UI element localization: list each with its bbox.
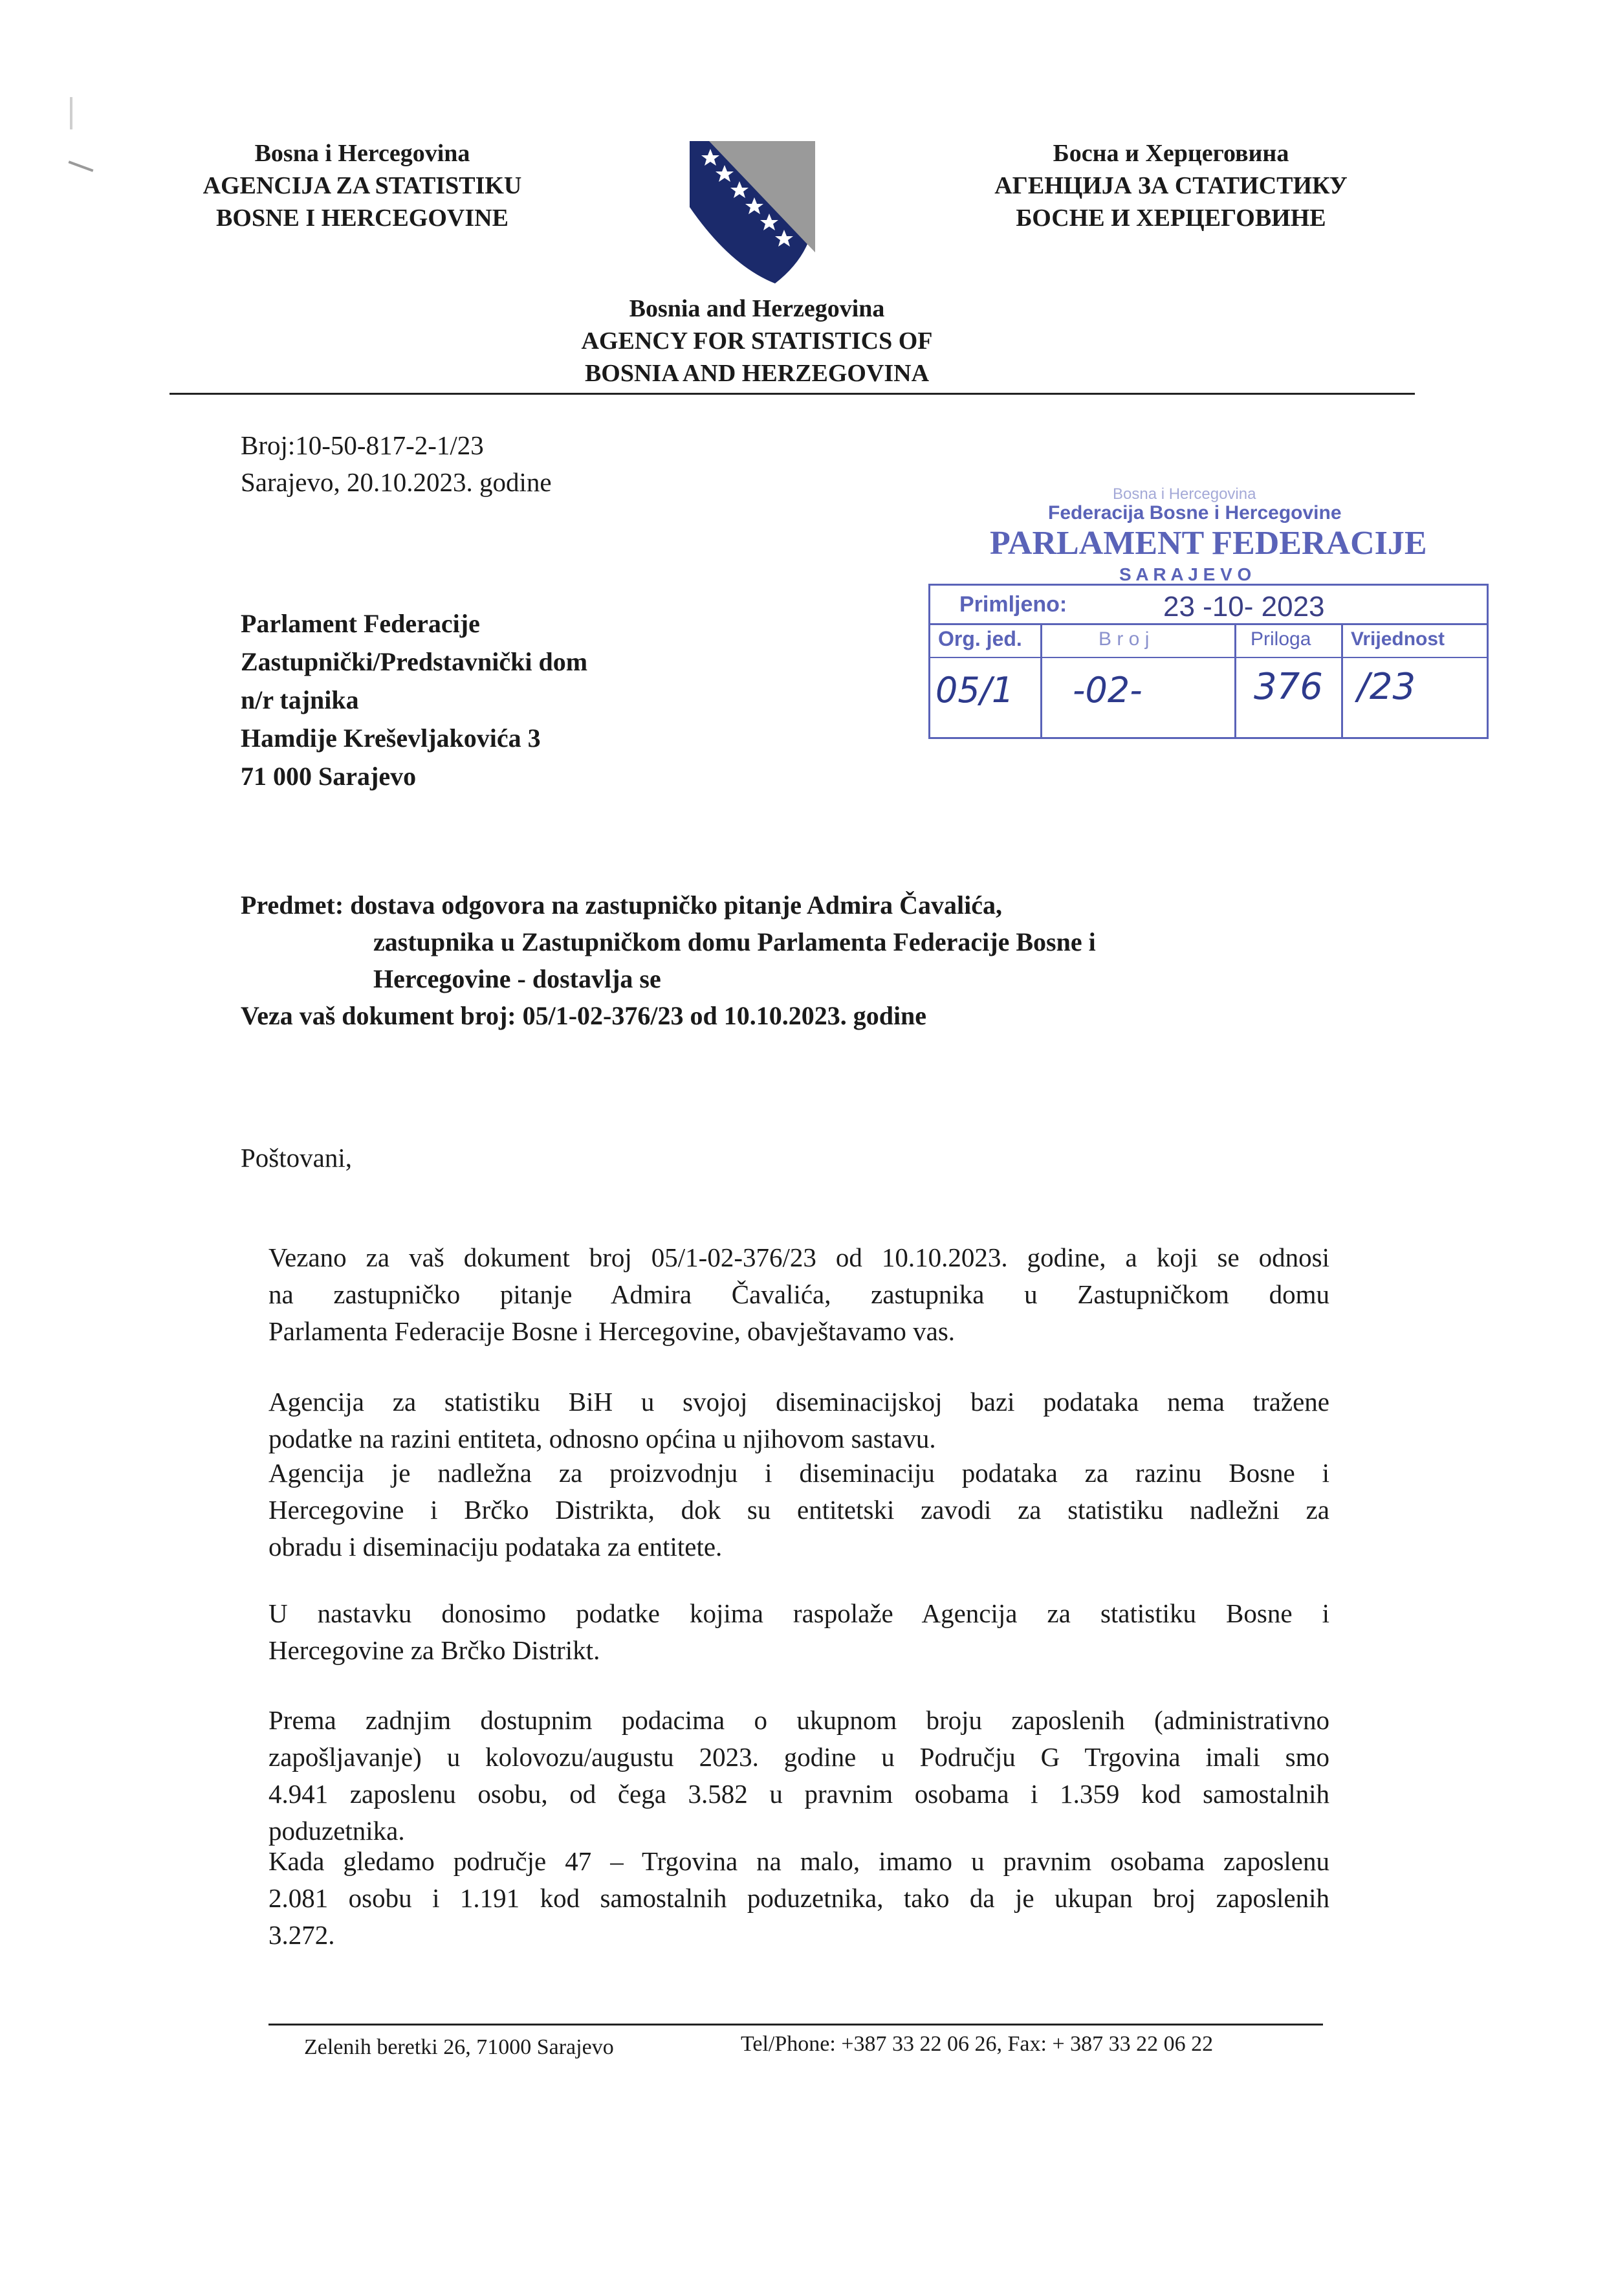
paragraph-line: obradu i diseminaciju podataka za entitete.: [268, 1532, 723, 1562]
paragraph-line: poduzetnika.: [268, 1816, 405, 1846]
recipient-line: n/r tajnika: [241, 685, 359, 714]
stamp-val-priloga: 376: [1254, 666, 1323, 708]
coat-of-arms-icon: [684, 136, 820, 285]
stamp-title: PARLAMENT FEDERACIJE: [990, 525, 1427, 562]
subject-line: Hercegovine - dostavlja se: [373, 964, 661, 993]
paragraph-line: Hercegovine za Brčko Distrikt.: [268, 1635, 600, 1665]
subject-line: zastupnika u Zastupničkom domu Parlamenta Federacije Bosne i: [373, 927, 1096, 956]
body-paragraph: [268, 1843, 1329, 1954]
body-paragraph: [268, 1595, 1329, 1669]
header-center: [556, 293, 957, 390]
header-right: [983, 137, 1359, 234]
body-paragraph: [268, 1702, 1329, 1849]
header-center-line: BOSNIA AND HERZEGOVINA: [584, 360, 930, 387]
stamp-val-org: 05/1: [935, 670, 1014, 711]
stamp-col-priloga: Priloga: [1251, 628, 1311, 650]
paragraph-line: Hercegovine i Brčko Distrikta, dok su entitetski zavodi za statistiku nadležni za: [268, 1495, 1329, 1525]
stamp-line2: Federacija Bosne i Hercegovine: [1048, 502, 1342, 524]
recipient-line: Parlament Federacije: [241, 609, 480, 638]
stamp-line1: Bosna i Hercegovina: [1113, 485, 1256, 503]
subject-line: dostava odgovora na zastupničko pitanje Admira Čavalića,: [350, 890, 1003, 920]
recipient-line: Hamdije Kreševljakovića 3: [241, 723, 541, 753]
stamp-received-date: 23 -10- 2023: [1163, 591, 1325, 623]
body-paragraph: [268, 1455, 1329, 1565]
paragraph-line: Vezano za vaš dokument broj 05/1-02-376/23 od 10.10.2023. godine, a koji se odnosi: [268, 1242, 1329, 1272]
header-right-line: БОСНЕ И ХЕРЦЕГОВИНЕ: [1016, 204, 1326, 232]
paragraph-line: Kada gledamo područje 47 – Trgovina na malo, imamo u pravnim osobama zaposlenu: [268, 1846, 1329, 1876]
header-right-line: АГЕНЦИЈА ЗА СТАТИСТИКУ: [994, 172, 1348, 199]
body-paragraph: [268, 1239, 1329, 1350]
footer-contact: Tel/Phone: +387 33 22 06 26, Fax: + 387 33 22 06 22: [741, 2032, 1214, 2056]
paragraph-line: 2.081 osobu i 1.191 kod samostalnih poduzetnika, tako da je ukupan broj zaposlenih: [268, 1883, 1329, 1913]
recipient-line: 71 000 Sarajevo: [241, 762, 417, 791]
paragraph-line: Prema zadnjim dostupnim podacima o ukupnom broju zaposlenih (administrativno: [268, 1705, 1329, 1735]
footer-divider: [268, 2024, 1323, 2026]
paragraph-line: 3.272.: [268, 1920, 335, 1950]
paragraph-line: 4.941 zaposlenu osobu, od čega 3.582 u pravnim osobama i 1.359 kod samostalnih: [268, 1779, 1329, 1809]
stamp-col-broj: B r o j: [1099, 628, 1150, 650]
footer-address: Zelenih beretki 26, 71000 Sarajevo: [304, 2035, 614, 2059]
header-left-line: AGENCIJA ZA STATISTIKU: [202, 172, 522, 199]
stamp-table: [928, 584, 1489, 739]
subject-block: [241, 887, 1096, 1034]
body-paragraph: [268, 1384, 1329, 1457]
reference-block: [241, 427, 552, 501]
paragraph-line: na zastupničko pitanje Admira Čavalića, zastupnika u Zastupničkom domu: [268, 1279, 1329, 1309]
header-center-line: AGENCY FOR STATISTICS OF: [581, 327, 933, 355]
paragraph-line: podatke na razini entiteta, odnosno općina u njihovom sastavu.: [268, 1424, 936, 1453]
header-center-line: Bosnia and Herzegovina: [629, 295, 885, 322]
subject-link: Veza vaš dokument broj: 05/1-02-376/23 od 10.10.2023. godine: [241, 1001, 927, 1030]
received-stamp: [919, 485, 1488, 757]
stamp-col-vrijednost: Vrijednost: [1351, 628, 1445, 650]
paragraph-line: Parlamenta Federacije Bosne i Hercegovine, obavještavamo vas.: [268, 1316, 956, 1346]
header-left-line: Bosna i Hercegovina: [254, 140, 470, 167]
recipient-line: Zastupnički/Predstavnički dom: [241, 647, 588, 676]
scan-mark: [69, 160, 94, 171]
subject-label: Predmet:: [241, 890, 344, 920]
paragraph-line: Agencija za statistiku BiH u svojoj diseminacijskoj bazi podataka nema tražene: [268, 1387, 1329, 1417]
header-divider: [169, 393, 1415, 395]
header-right-line: Босна и Херцеговина: [1053, 140, 1289, 167]
paragraph-line: Agencija je nadležna za proizvodnju i diseminaciju podataka za razinu Bosne i: [268, 1458, 1329, 1488]
header-left-line: BOSNE I HERCEGOVINE: [216, 204, 508, 232]
reference-place-date: Sarajevo, 20.10.2023. godine: [241, 467, 552, 497]
stamp-col-org: Org. jed.: [938, 627, 1022, 650]
stamp-city: S A R A J E V O: [1119, 564, 1252, 584]
paragraph-line: zapošljavanje) u kolovozu/augustu 2023. godine u Području G Trgovina imali smo: [268, 1742, 1329, 1772]
stamp-val-broj: -02-: [1073, 670, 1142, 711]
stamp-received-label: Primljeno:: [959, 592, 1067, 617]
recipient-block: [241, 604, 587, 795]
stamp-val-vrijednost: /23: [1357, 666, 1416, 708]
reference-number: Broj:10-50-817-2-1/23: [241, 430, 484, 460]
scan-mark: [70, 97, 72, 129]
header-left: [188, 137, 537, 234]
greeting: Poštovani,: [241, 1143, 352, 1173]
paragraph-line: U nastavku donosimo podatke kojima raspolaže Agencija za statistiku Bosne i: [268, 1598, 1329, 1628]
